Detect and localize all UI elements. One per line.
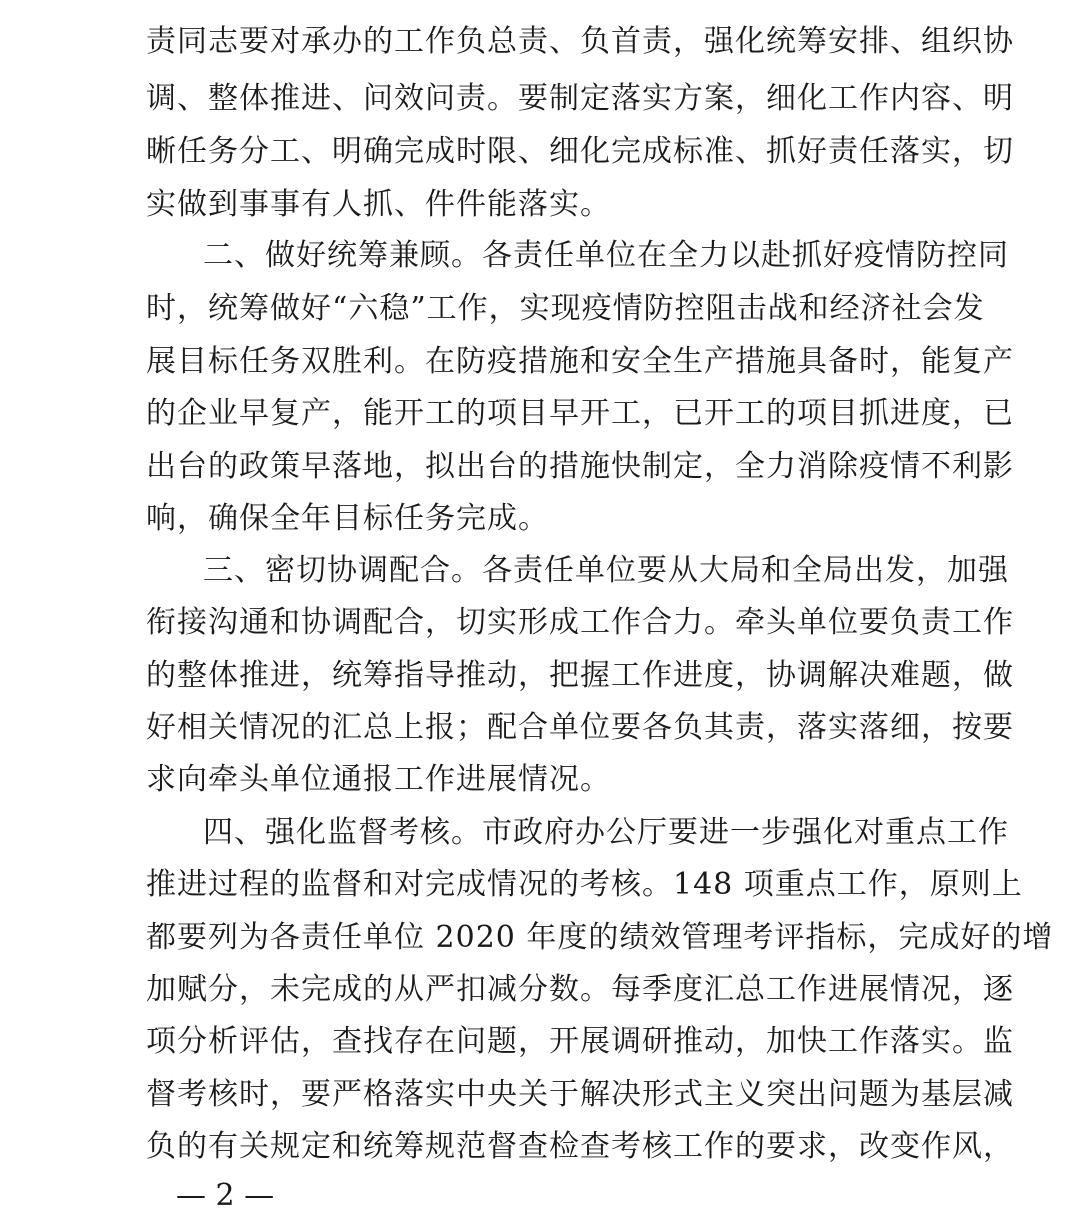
text-line: 加赋分，未完成的从严扣减分数。每季度汇总工作进展情况，逐 [146,972,1014,1007]
section-heading-line: 二、做好统筹兼顾。各责任单位在全力以赴抓好疫情防控同 [203,238,1009,273]
text-line: 的整体推进，统筹指导推动，把握工作进度，协调解决难题，做 [146,658,1014,693]
text-line: 的企业早复产，能开工的项目早开工，已开工的项目抓进度，已 [146,396,1014,431]
text-line: 项分析评估，查找存在问题，开展调研推动，加快工作落实。监 [146,1024,1014,1059]
page-number: — 2 — [176,1178,275,1213]
text-line: 求向牵头单位通报工作进展情况。 [146,762,611,797]
text-line: 响，确保全年目标任务完成。 [146,501,549,536]
text-line: 展目标任务双胜利。在防疫措施和安全生产措施具备时，能复产 [146,344,1014,379]
text-line: 都要列为各责任单位 2020 年度的绩效管理考评指标，完成好的增 [146,920,1054,955]
text-line: 出台的政策早落地，拟出台的措施快制定，全力消除疫情不利影 [146,449,1014,484]
text-line: 调、整体推进、问效问责。要制定落实方案，细化工作内容、明 [146,81,1014,116]
text-line: 督考核时，要严格落实中央关于解决形式主义突出问题为基层减 [146,1077,1014,1112]
text-line: 时，统筹做好“六稳”工作，实现疫情防控阻击战和经济社会发 [146,291,985,326]
text-line: 推进过程的监督和对完成情况的考核。148 项重点工作，原则上 [146,867,1023,902]
text-line: 实做到事事有人抓、件件能落实。 [146,187,611,222]
section-heading-line: 三、密切协调配合。各责任单位要从大局和全局出发，加强 [203,553,1009,588]
text-line: 衔接沟通和协调配合，切实形成工作合力。牵头单位要负责工作 [146,605,1014,640]
text-line: 负的有关规定和统筹规范督查检查考核工作的要求，改变作风， [146,1129,1014,1164]
text-line: 好相关情况的汇总上报；配合单位要各负其责，落实落细，按要 [146,710,1014,745]
text-line: 晰任务分工、明确完成时限、细化完成标准、抓好责任落实，切 [146,134,1014,169]
section-heading-line: 四、强化监督考核。市政府办公厅要进一步强化对重点工作 [203,815,1009,850]
text-line: 责同志要对承办的工作负总责、负首责，强化统筹安排、组织协 [146,24,1014,59]
